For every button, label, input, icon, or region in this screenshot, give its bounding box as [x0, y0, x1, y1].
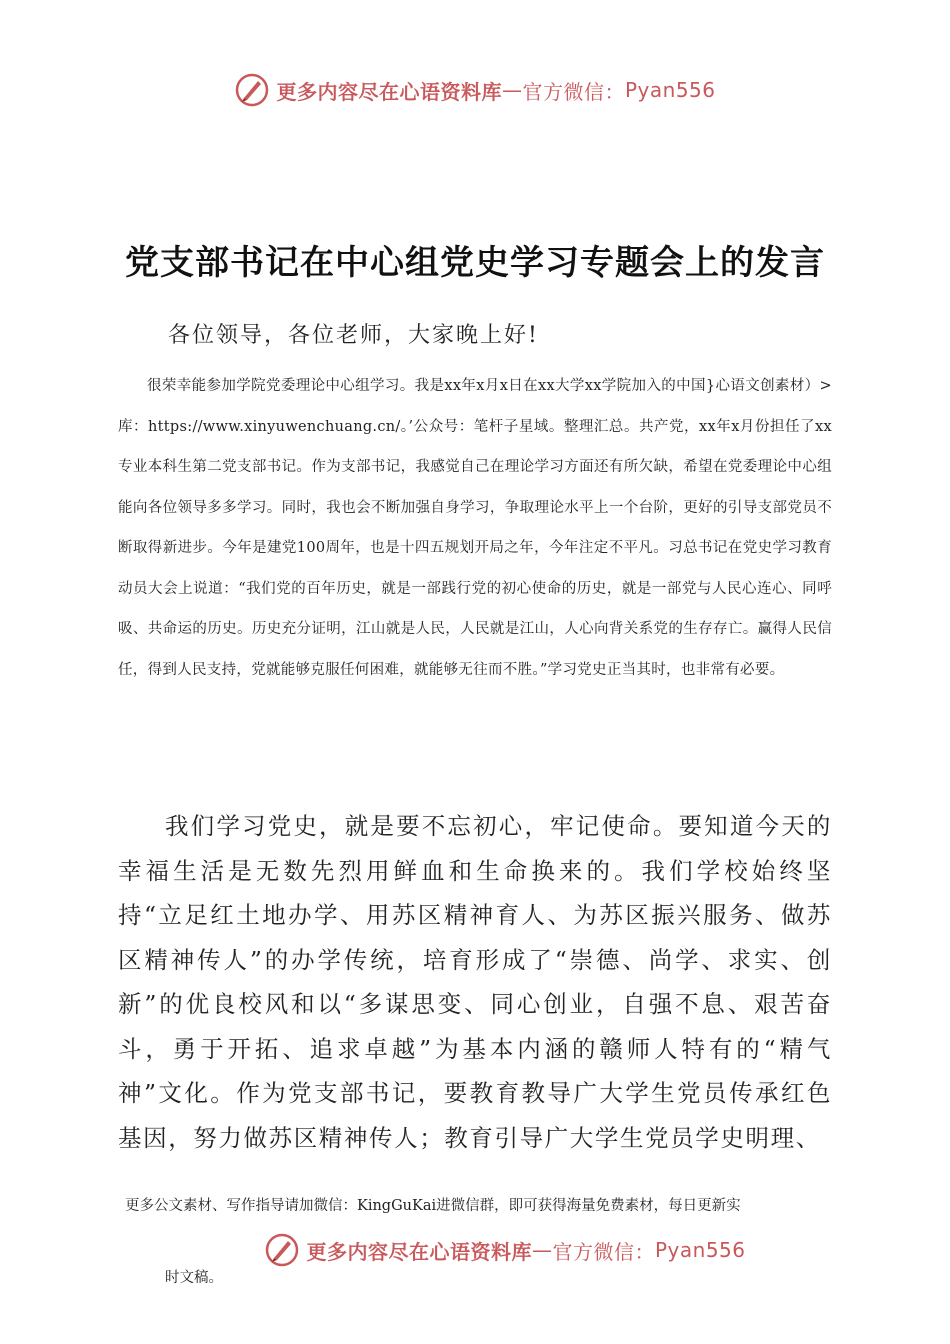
watermark-main-text: 更多内容尽在心语资料库 — [306, 1239, 532, 1264]
footer-tail: 时文稿。 — [165, 1270, 223, 1286]
pen-logo-icon — [264, 1232, 300, 1268]
watermark-sub-text: 官方微信： — [552, 1239, 655, 1264]
watermark-dash: — — [501, 78, 523, 102]
footer-note: 更多公文素材、写作指导请加微信：KingGuKai进微信群，即可获得海量免费素材，每日更新实 — [125, 1198, 741, 1214]
greeting-line: 各位领导，各位老师，大家晚上好! — [168, 323, 539, 348]
watermark-id: Pyan556 — [654, 1238, 746, 1262]
watermark-dash: — — [531, 1238, 553, 1262]
watermark-sub-text: 官方微信： — [522, 79, 625, 104]
watermark-id: Pyan556 — [624, 78, 716, 102]
watermark-main-text: 更多内容尽在心语资料库 — [276, 79, 502, 104]
footer-watermark — [30, 1232, 950, 1268]
header-watermark — [0, 72, 950, 108]
body-paragraph-2: 我们学习党史，就是要不忘初心，牢记使命。要知道今天的幸福生活是无数先烈用鲜血和生命换来的。我们学校始终坚持“立足红土地办学、用苏区精神育人、为苏区振兴服务、做苏区精神传人”的办学传统，培育形成了“崇德、尚学、求实、创新”的优良校风和以“多谋思变、同心创业，自强不息、艰苦奋斗，勇于开拓、追求卓越”为基本内涵的赣师人特有的“精气神”文化。作为党支部书记，要教育教导广大学生党员传承红色基因，努力做苏区精神传人；教育引导广大学生党员学史明理、 — [118, 812, 832, 1152]
document-title: 党支部书记在中心组党史学习专题会上的发言 — [125, 243, 825, 283]
pen-logo-icon — [234, 72, 270, 108]
body-paragraph-1: 很荣幸能参加学院党委理论中心组学习。我是xx年x月x日在xx大学xx学院加入的中国}心语文创素材）>库：https://www.xinyuwenchuang.cn/。’公众号：笔杆子星域。整理汇总。共产党，xx年x月份担任了xx专业本科生第二党支部书记。作为支部书记，我感觉自己在理论学习方面还有所欠缺，希望在党委理论中心组能向各位领导多多学习。同时，我也会不断加强自身学习，争取理论水平上一个台阶，更好的引导支部党员不断取得新进步。今年是建党100周年，也是十四五规划开局之年，今年注定不平凡。习总书记在党史学习教育动员大会上说道：“我们党的百年历史，就是一部践行党的初心使命的历史，就是一部党与人民心连心、同呼吸、共命运的历史。历史充分证明，江山就是人民，人民就是江山，人心向背关系党的生存存亡。赢得人民信任，得到人民支持，党就能够克服任何困难，就能够无往而不胜。”学习党史正当其时，也非常有必要。 — [118, 378, 832, 678]
